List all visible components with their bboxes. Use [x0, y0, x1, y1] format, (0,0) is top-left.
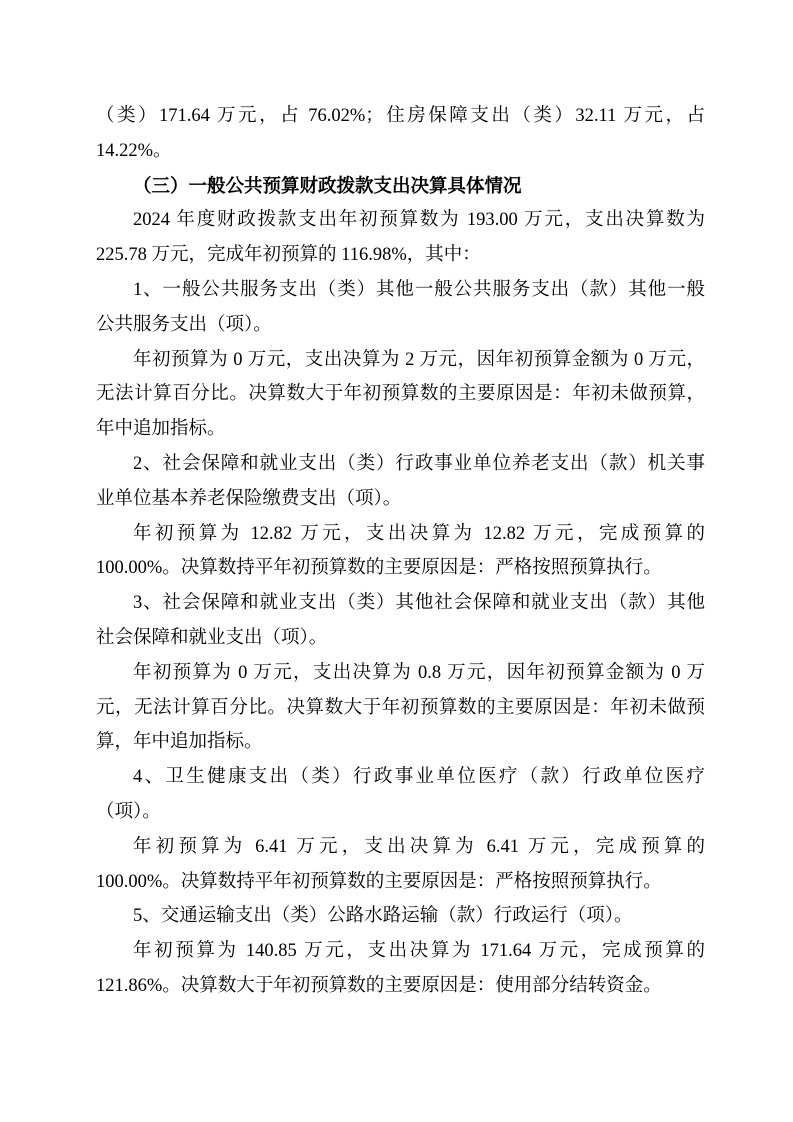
item-1-detail	[96, 343, 705, 447]
text-line: 14.22%。	[96, 140, 172, 161]
text-line: 2024 年度财政拨款支出年初预算数为 193.00 万元，支出决算数为	[133, 210, 705, 231]
text-line: 业单位基本养老保险缴费支出（项）。	[96, 488, 402, 509]
text-line: 121.86%。决算数大于年初预算数的主要原因是：使用部分结转资金。	[96, 975, 662, 996]
text-line: 100.00%。决算数持平年初预算数的主要原因是：严格按照预算执行。	[96, 871, 662, 892]
text-line: 225.78 万元，完成年初预算的 116.98%，其中：	[96, 245, 481, 266]
text-line: （类）171.64 万元，占 76.02%；住房保障支出（类）32.11 万元，占	[96, 106, 705, 126]
heading-section-3	[96, 169, 705, 204]
item-3-title	[96, 586, 705, 656]
text-line: 算，年中追加指标。	[96, 732, 263, 753]
item-5-title	[96, 899, 705, 934]
heading-line: （三）一般公共预算财政拨款支出决算具体情况	[133, 174, 522, 196]
text-line: 年初预算为 6.41 万元，支出决算为 6.41 万元，完成预算的	[133, 836, 705, 857]
text-line: 年初预算为 0 万元，支出决算为 2 万元，因年初预算金额为 0 万元，	[133, 349, 705, 370]
para-overview	[96, 203, 705, 273]
text-line: 1、一般公共服务支出（类）其他一般公共服务支出（款）其他一般	[133, 279, 705, 300]
text-line: 年初预算为 0 万元，支出决算为 0.8 万元，因年初预算金额为 0 万	[133, 662, 705, 683]
item-4-title	[96, 760, 705, 830]
text-line: 元，无法计算百分比。决算数大于年初预算数的主要原因是：年初未做预	[96, 697, 705, 718]
text-line: 4、卫生健康支出（类）行政事业单位医疗（款）行政单位医疗	[133, 767, 705, 788]
text-line: （项）。	[96, 801, 161, 822]
text-line: 公共服务支出（项）。	[96, 314, 272, 335]
text-line: 社会保障和就业支出（项）。	[96, 627, 328, 648]
item-1-title	[96, 273, 705, 343]
document-body	[96, 99, 705, 1004]
item-2-detail	[96, 517, 705, 587]
item-4-detail	[96, 830, 705, 900]
item-5-detail	[96, 934, 705, 1004]
text-line: 年初预算为 140.85 万元，支出决算为 171.64 万元，完成预算的	[133, 941, 705, 962]
item-2-title	[96, 447, 705, 517]
para-carryover	[96, 99, 705, 169]
text-line: 5、交通运输支出（类）公路水路运输（款）行政运行（项）。	[133, 906, 633, 927]
text-line: 年初预算为 12.82 万元，支出决算为 12.82 万元，完成预算的	[133, 523, 705, 544]
text-line: 100.00%。决算数持平年初预算数的主要原因是：严格按照预算执行。	[96, 558, 662, 579]
text-line: 年中追加指标。	[96, 419, 226, 440]
text-line: 3、社会保障和就业支出（类）其他社会保障和就业支出（款）其他	[133, 593, 705, 614]
text-line: 无法计算百分比。决算数大于年初预算数的主要原因是：年初未做预算，	[96, 384, 705, 405]
item-3-detail	[96, 656, 705, 760]
text-line: 2、社会保障和就业支出（类）行政事业单位养老支出（款）机关事	[133, 453, 705, 474]
